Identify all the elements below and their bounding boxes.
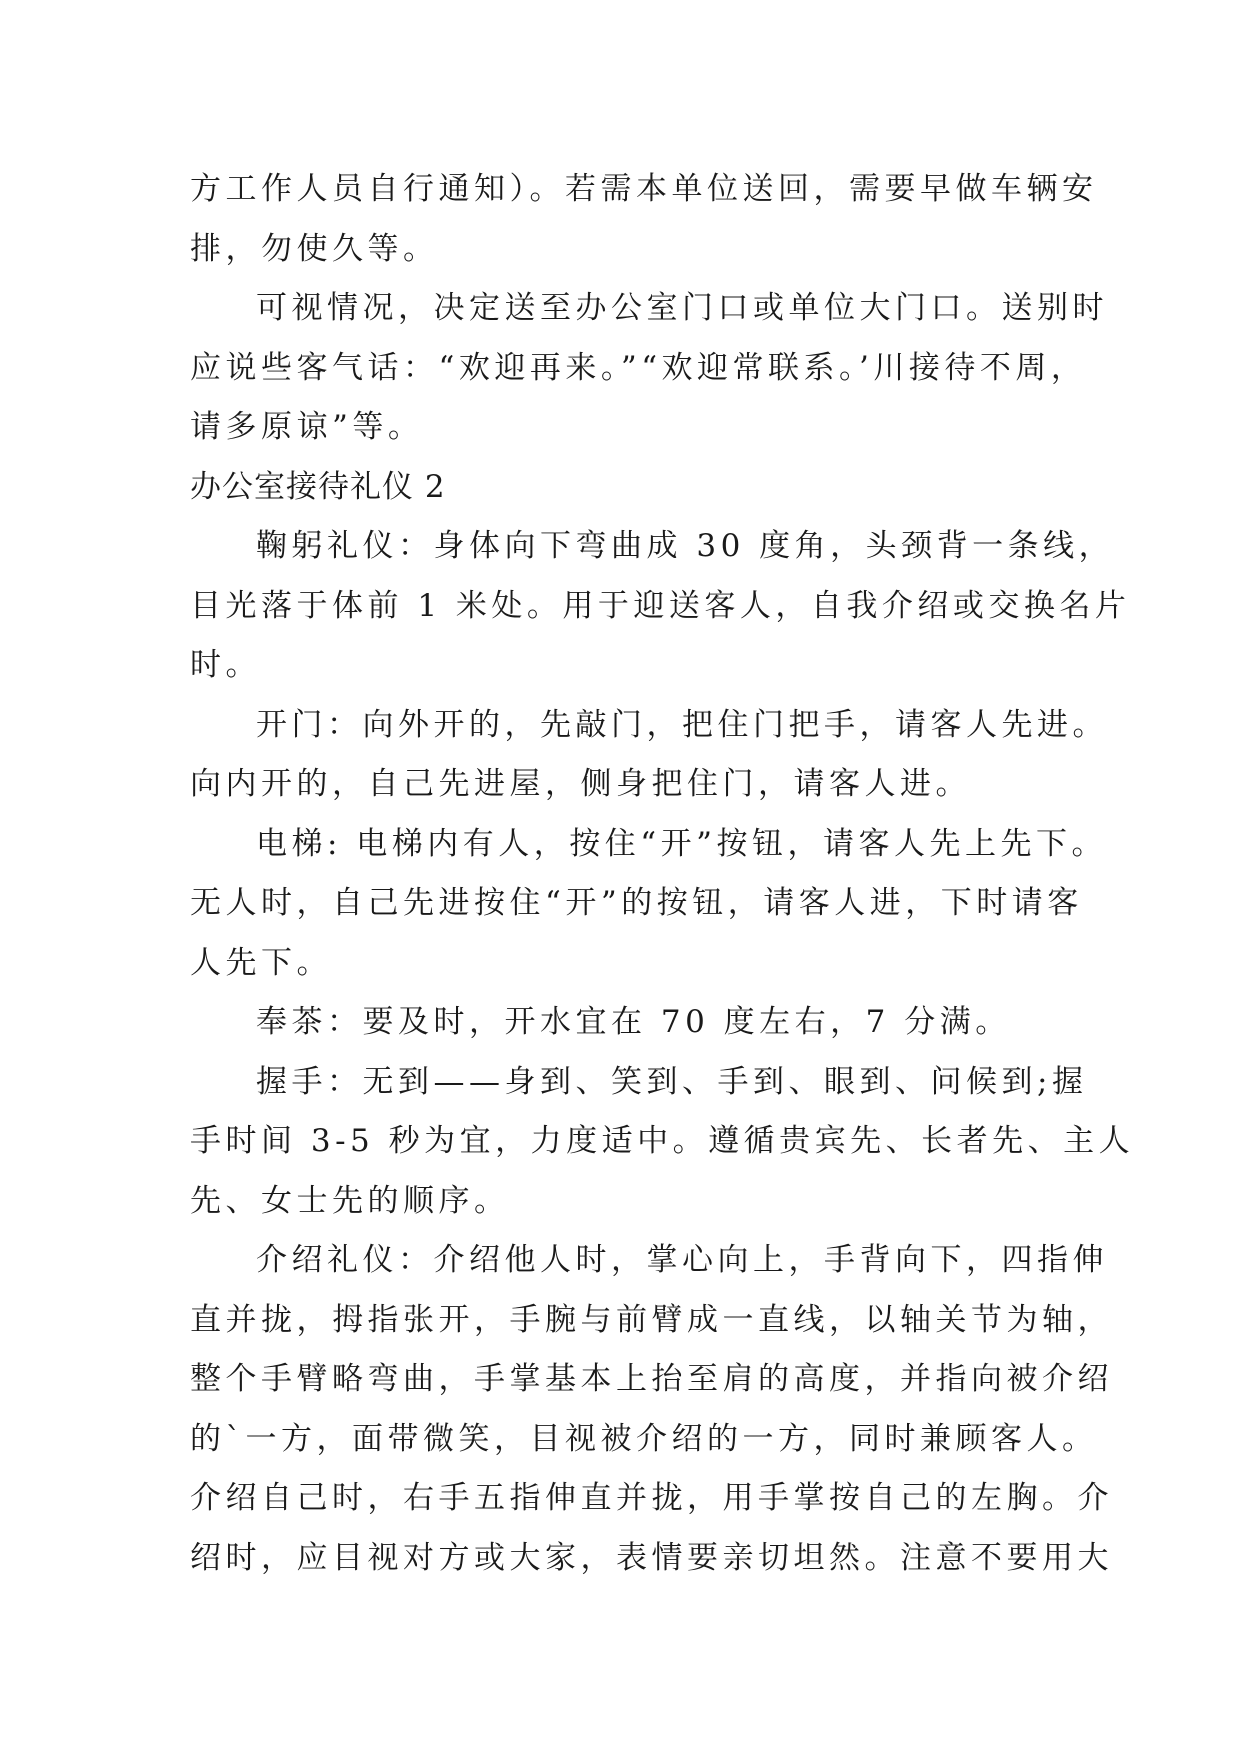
text-line: 整个手臂略弯曲，手掌基本上抬至肩的高度，并指向被介绍 bbox=[190, 1361, 1113, 1397]
text-line: 目光落于体前 1 米处。用于迎送客人，自我介绍或交换名片 bbox=[190, 587, 1131, 624]
text-line: 介绍自己时，右手五指伸直并拢，用手掌按自己的左胸。介 bbox=[190, 1480, 1113, 1516]
text-line: 排，勿使久等。 bbox=[190, 230, 439, 267]
paragraph-start-line: 开门：向外开的，先敲门，把住门把手，请客人先进。 bbox=[256, 706, 1108, 743]
text-line: 请多原谅”等。 bbox=[190, 409, 424, 445]
text-line: 应说些客气话：“欢迎再来。”“欢迎常联系。’川接待不周， bbox=[190, 349, 1087, 386]
text-line: 直并拢，拇指张开，手腕与前臂成一直线，以轴关节为轴， bbox=[190, 1301, 1113, 1338]
paragraph-start-line: 电梯: 电梯内有人，按住“开”按钮，请客人先上先下。 bbox=[256, 825, 1107, 862]
paragraph-start-line: 鞠躬礼仪：身体向下弯曲成 30 度角，头颈背一条线， bbox=[256, 528, 1115, 564]
text-line: 向内开的，自己先进屋，侧身把住门，请客人进。 bbox=[190, 766, 971, 802]
paragraph-start-line: 握手：无到——身到、笑到、手到、眼到、问候到;握 bbox=[256, 1063, 1088, 1100]
text-line: 人先下。 bbox=[190, 944, 332, 981]
text-line: 手时间 3-5 秒为宜，力度适中。遵循贵宾先、长者先、主人 bbox=[190, 1123, 1135, 1159]
text-line: 绍时，应目视对方或大家，表情要亲切坦然。注意不要用大 bbox=[190, 1539, 1113, 1576]
body-text bbox=[190, 160, 1135, 1588]
paragraph-start-line: 奉茶：要及时，开水宜在 70 度左右，7 分满。 bbox=[256, 1004, 1011, 1040]
text-line: 无人时，自己先进按住“开”的按钮，请客人进，下时请客 bbox=[190, 885, 1083, 921]
text-line: 先、女士先的顺序。 bbox=[190, 1182, 510, 1219]
section-heading: 办公室接待礼仪 2 bbox=[190, 468, 446, 505]
text-line: 的`一方，面带微笑，目视被介绍的一方，同时兼顾客人。 bbox=[190, 1420, 1098, 1457]
text-line: 方工作人员自行通知）。若需本单位送回，需要早做车辆安 bbox=[190, 171, 1098, 207]
text-line: 时。 bbox=[190, 647, 261, 683]
paragraph-start-line: 介绍礼仪：介绍他人时，掌心向上，手背向下，四指伸 bbox=[256, 1242, 1108, 1278]
paragraph-start-line: 可视情况，决定送至办公室门口或单位大门口。送别时 bbox=[256, 290, 1108, 326]
